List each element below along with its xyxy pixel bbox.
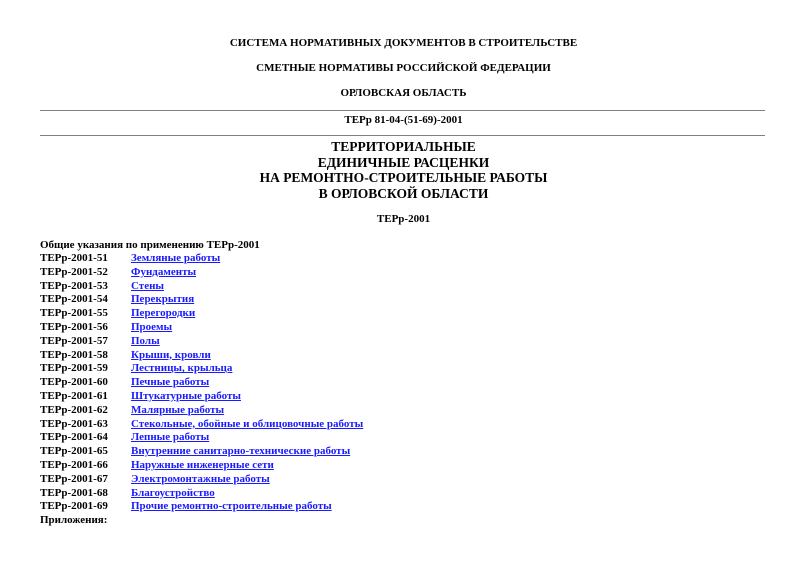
section-code: ТЕРр-2001-51 xyxy=(40,252,108,264)
section-code: ТЕРр-2001-54 xyxy=(40,293,108,306)
section-code: ТЕРр-2001-52 xyxy=(40,265,108,278)
general-instructions: Общие указания по применению ТЕРр-2001 xyxy=(40,239,260,251)
section-code: ТЕРр-2001-64 xyxy=(40,431,108,444)
section-link[interactable]: Прочие ремонтно-строительные работы xyxy=(131,500,332,513)
section-code: ТЕРр-2001-67 xyxy=(40,472,108,485)
section-link[interactable]: Электромонтажные работы xyxy=(131,472,270,485)
section-code: ТЕРр-2001-60 xyxy=(40,376,108,389)
title-short-code: ТЕРр-2001 xyxy=(376,213,431,225)
norms-heading: СМЕТНЫЕ НОРМАТИВЫ РОССИЙСКОЙ ФЕДЕРАЦИИ xyxy=(256,62,551,74)
section-code: ТЕРр-2001-66 xyxy=(40,458,108,471)
section-link[interactable]: Внутренние санитарно-технические работы xyxy=(131,445,351,458)
section-link[interactable]: Крыши, кровли xyxy=(131,348,211,361)
section-code: ТЕРр-2001-59 xyxy=(40,362,108,375)
section-link[interactable]: Стены xyxy=(131,279,165,292)
section-code: ТЕРр-2001-57 xyxy=(40,334,108,347)
system-heading: СИСТЕМА НОРМАТИВНЫХ ДОКУМЕНТОВ В СТРОИТЕЛЬСТВЕ xyxy=(229,37,578,49)
region-heading: ОРЛОВСКАЯ ОБЛАСТЬ xyxy=(340,87,467,99)
section-link[interactable]: Земляные работы xyxy=(131,252,221,264)
title-line-3: НА РЕМОНТНО-СТРОИТЕЛЬНЫЕ РАБОТЫ xyxy=(259,170,548,185)
appendix-label: Приложения: xyxy=(40,514,108,526)
section-link[interactable]: Благоустройство xyxy=(131,486,215,499)
bottom-divider xyxy=(40,135,765,136)
section-link[interactable]: Штукатурные работы xyxy=(131,389,241,402)
section-link[interactable]: Печные работы xyxy=(131,376,210,389)
section-code: ТЕРр-2001-63 xyxy=(40,417,108,430)
section-link[interactable]: Стекольные, обойные и облицовочные работы xyxy=(131,417,364,430)
section-code: ТЕРр-2001-56 xyxy=(40,320,108,333)
title-line-1: ТЕРРИТОРИАЛЬНЫЕ xyxy=(331,139,476,154)
section-link[interactable]: Лестницы, крыльца xyxy=(131,362,233,375)
section-code: ТЕРр-2001-53 xyxy=(40,279,108,292)
document-title xyxy=(0,139,807,201)
section-code: ТЕРр-2001-68 xyxy=(40,486,108,499)
section-code: ТЕРр-2001-61 xyxy=(40,389,108,402)
section-link[interactable]: Лепные работы xyxy=(131,431,210,444)
section-code: ТЕРр-2001-62 xyxy=(40,403,108,416)
section-link[interactable]: Малярные работы xyxy=(131,403,225,416)
section-code: ТЕРр-2001-58 xyxy=(40,348,108,361)
section-code: ТЕРр-2001-69 xyxy=(40,500,108,513)
section-link[interactable]: Фундаменты xyxy=(131,265,197,278)
section-link[interactable]: Проемы xyxy=(131,320,173,333)
section-code: ТЕРр-2001-65 xyxy=(40,445,108,458)
section-link[interactable]: Наружные инженерные сети xyxy=(131,458,274,471)
section-code: ТЕРр-2001-55 xyxy=(40,307,108,320)
document-code: ТЕРр 81-04-(51-69)-2001 xyxy=(344,114,463,126)
section-link[interactable]: Перекрытия xyxy=(131,293,195,306)
section-link[interactable]: Полы xyxy=(131,334,160,347)
section-link[interactable]: Перегородки xyxy=(131,307,196,320)
title-line-2: ЕДИНИЧНЫЕ РАСЦЕНКИ xyxy=(317,154,490,170)
top-divider xyxy=(40,110,765,111)
title-line-4: В ОРЛОВСКОЙ ОБЛАСТИ xyxy=(318,185,489,201)
